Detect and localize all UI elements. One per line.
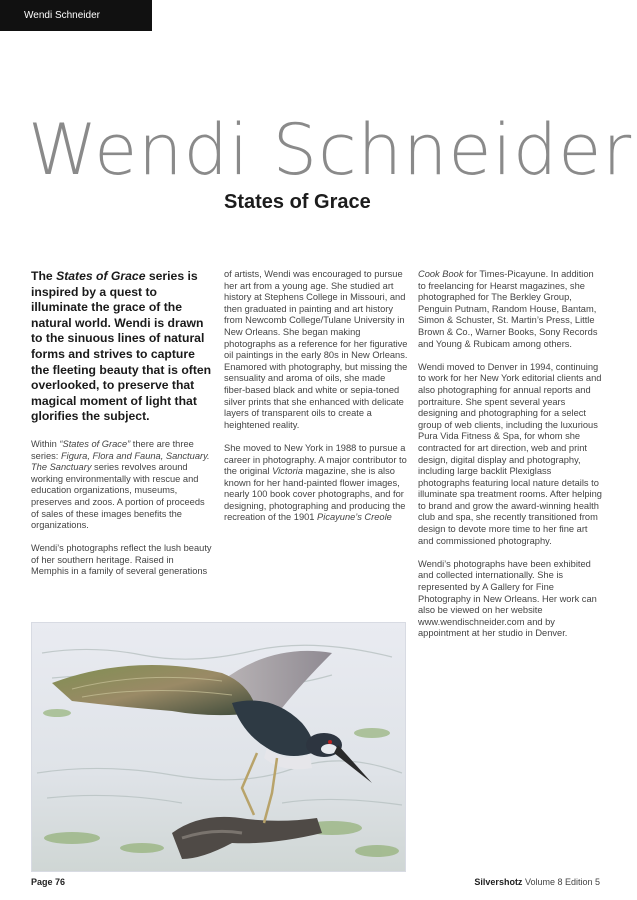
paragraph: Wendi’s photographs reflect the lush beauty of her southern heritage. Raised in Memphis in a family of several generations (31, 543, 212, 577)
text-run: there are three series: (31, 438, 194, 461)
text-column-2 (224, 269, 408, 536)
text-column-1 (31, 269, 213, 590)
sanctuary-name: The Sanctuary (31, 462, 92, 473)
header-tab-label: Wendi Schneider (24, 10, 100, 21)
heron-photograph (31, 622, 406, 872)
text-run: series revolves around working environmentally with rescue and education organizations, museums, preserves and zoos. A portion of proceeds of sales of these images benefits the organizations. (31, 462, 205, 531)
book-name: Picayune’s Creole (317, 512, 392, 523)
paragraph (418, 269, 604, 350)
text-run: Within (31, 438, 60, 449)
series-list: Figura, Flora and Fauna, Sanctuary. (60, 450, 210, 461)
lead-text-start: The (31, 269, 57, 283)
paragraph: Wendi’s photographs have been exhibited and collected internationally. She is represented by A Gallery for Fine Photography in New Orleans. Her work can also be viewed on her website www.wendischneider.com and by appointment at her studio in Denver. (418, 558, 597, 639)
lead-series-name: States of Grace (56, 269, 146, 283)
header-tab (0, 0, 152, 31)
series-quote: “States of Grace” (59, 438, 131, 449)
paragraph: Wendi moved to Denver in 1994, continuing to work for her New York editorial clients and also photographing for annual reports and portraiture. She spent several years designing and photographing for a select group of web clients, including the luxurious Pura Vida Fitness & Spa, for whom she contracted for art direction, web and print design, digital display and photography, including large backlit Plexiglass photographs featuring local nature details to illuminate spa treatment rooms. After helping to brand and grow the award-winning health club and spa, she recently transitioned from design to devote more time to her fine art and commissioned photography. (418, 361, 602, 546)
article-subtitle: States of Grace (224, 191, 371, 213)
paragraph: of artists, Wendi was encouraged to pursue her art from a young age. She studied art history at Stephens College in Missouri, and then graduated in painting and art history from Newcomb College/Tulane University in New Orleans. She began making photographs as a reference for her figurative oil paintings in the early 80s in New Orleans. Enamored with photography, but missing the sensuality and aroma of oils, she made fiber-based black and white or sepia-toned silver prints that she enhanced with delicate layers of transparent oils to create a heightened reality. (224, 269, 408, 430)
magazine-name: Victoria (272, 466, 303, 477)
magazine-edition (474, 877, 600, 887)
text-run: for Times-Picayune. In addition to freelancing for Hearst magazines, she photographed for The Berkley Group, Penguin Putnam, Random House, Bantam, Simon & Schuster, St. Martin’s Press, Little Brown & Co., Warner Books, Sony Records and Young & Rubicam among others. (418, 269, 598, 349)
lead-paragraph (31, 269, 213, 425)
text-run: She moved to New York in 1988 to pursue a career in photography. A major contributor to the original (224, 442, 407, 477)
lead-text-rest: series is inspired by a quest to illuminate the grace of the natural world. Wendi is drawn to the sinuous lines of natural forms and strives to capture the fleeting beauty that is often overlooked, to preserve that magical moment of light that glorifies the subject. (31, 269, 212, 424)
heron-illustration (32, 623, 406, 872)
text-run: magazine, she is also known for her hand-painted flower images, nearly 100 book cover photographs, and for designing, photographing and producing the recreation of the 1901 (224, 466, 406, 523)
edition-text: Volume 8 Edition 5 (522, 877, 600, 887)
page-number: Page 76 (31, 877, 66, 887)
book-name: Cook Book (418, 269, 464, 279)
text-column-3 (418, 269, 604, 652)
paragraph (224, 443, 408, 524)
artist-title: Wendi Schneider (28, 109, 633, 191)
magazine-name: Silvershotz (474, 877, 523, 887)
paragraph (31, 439, 213, 532)
